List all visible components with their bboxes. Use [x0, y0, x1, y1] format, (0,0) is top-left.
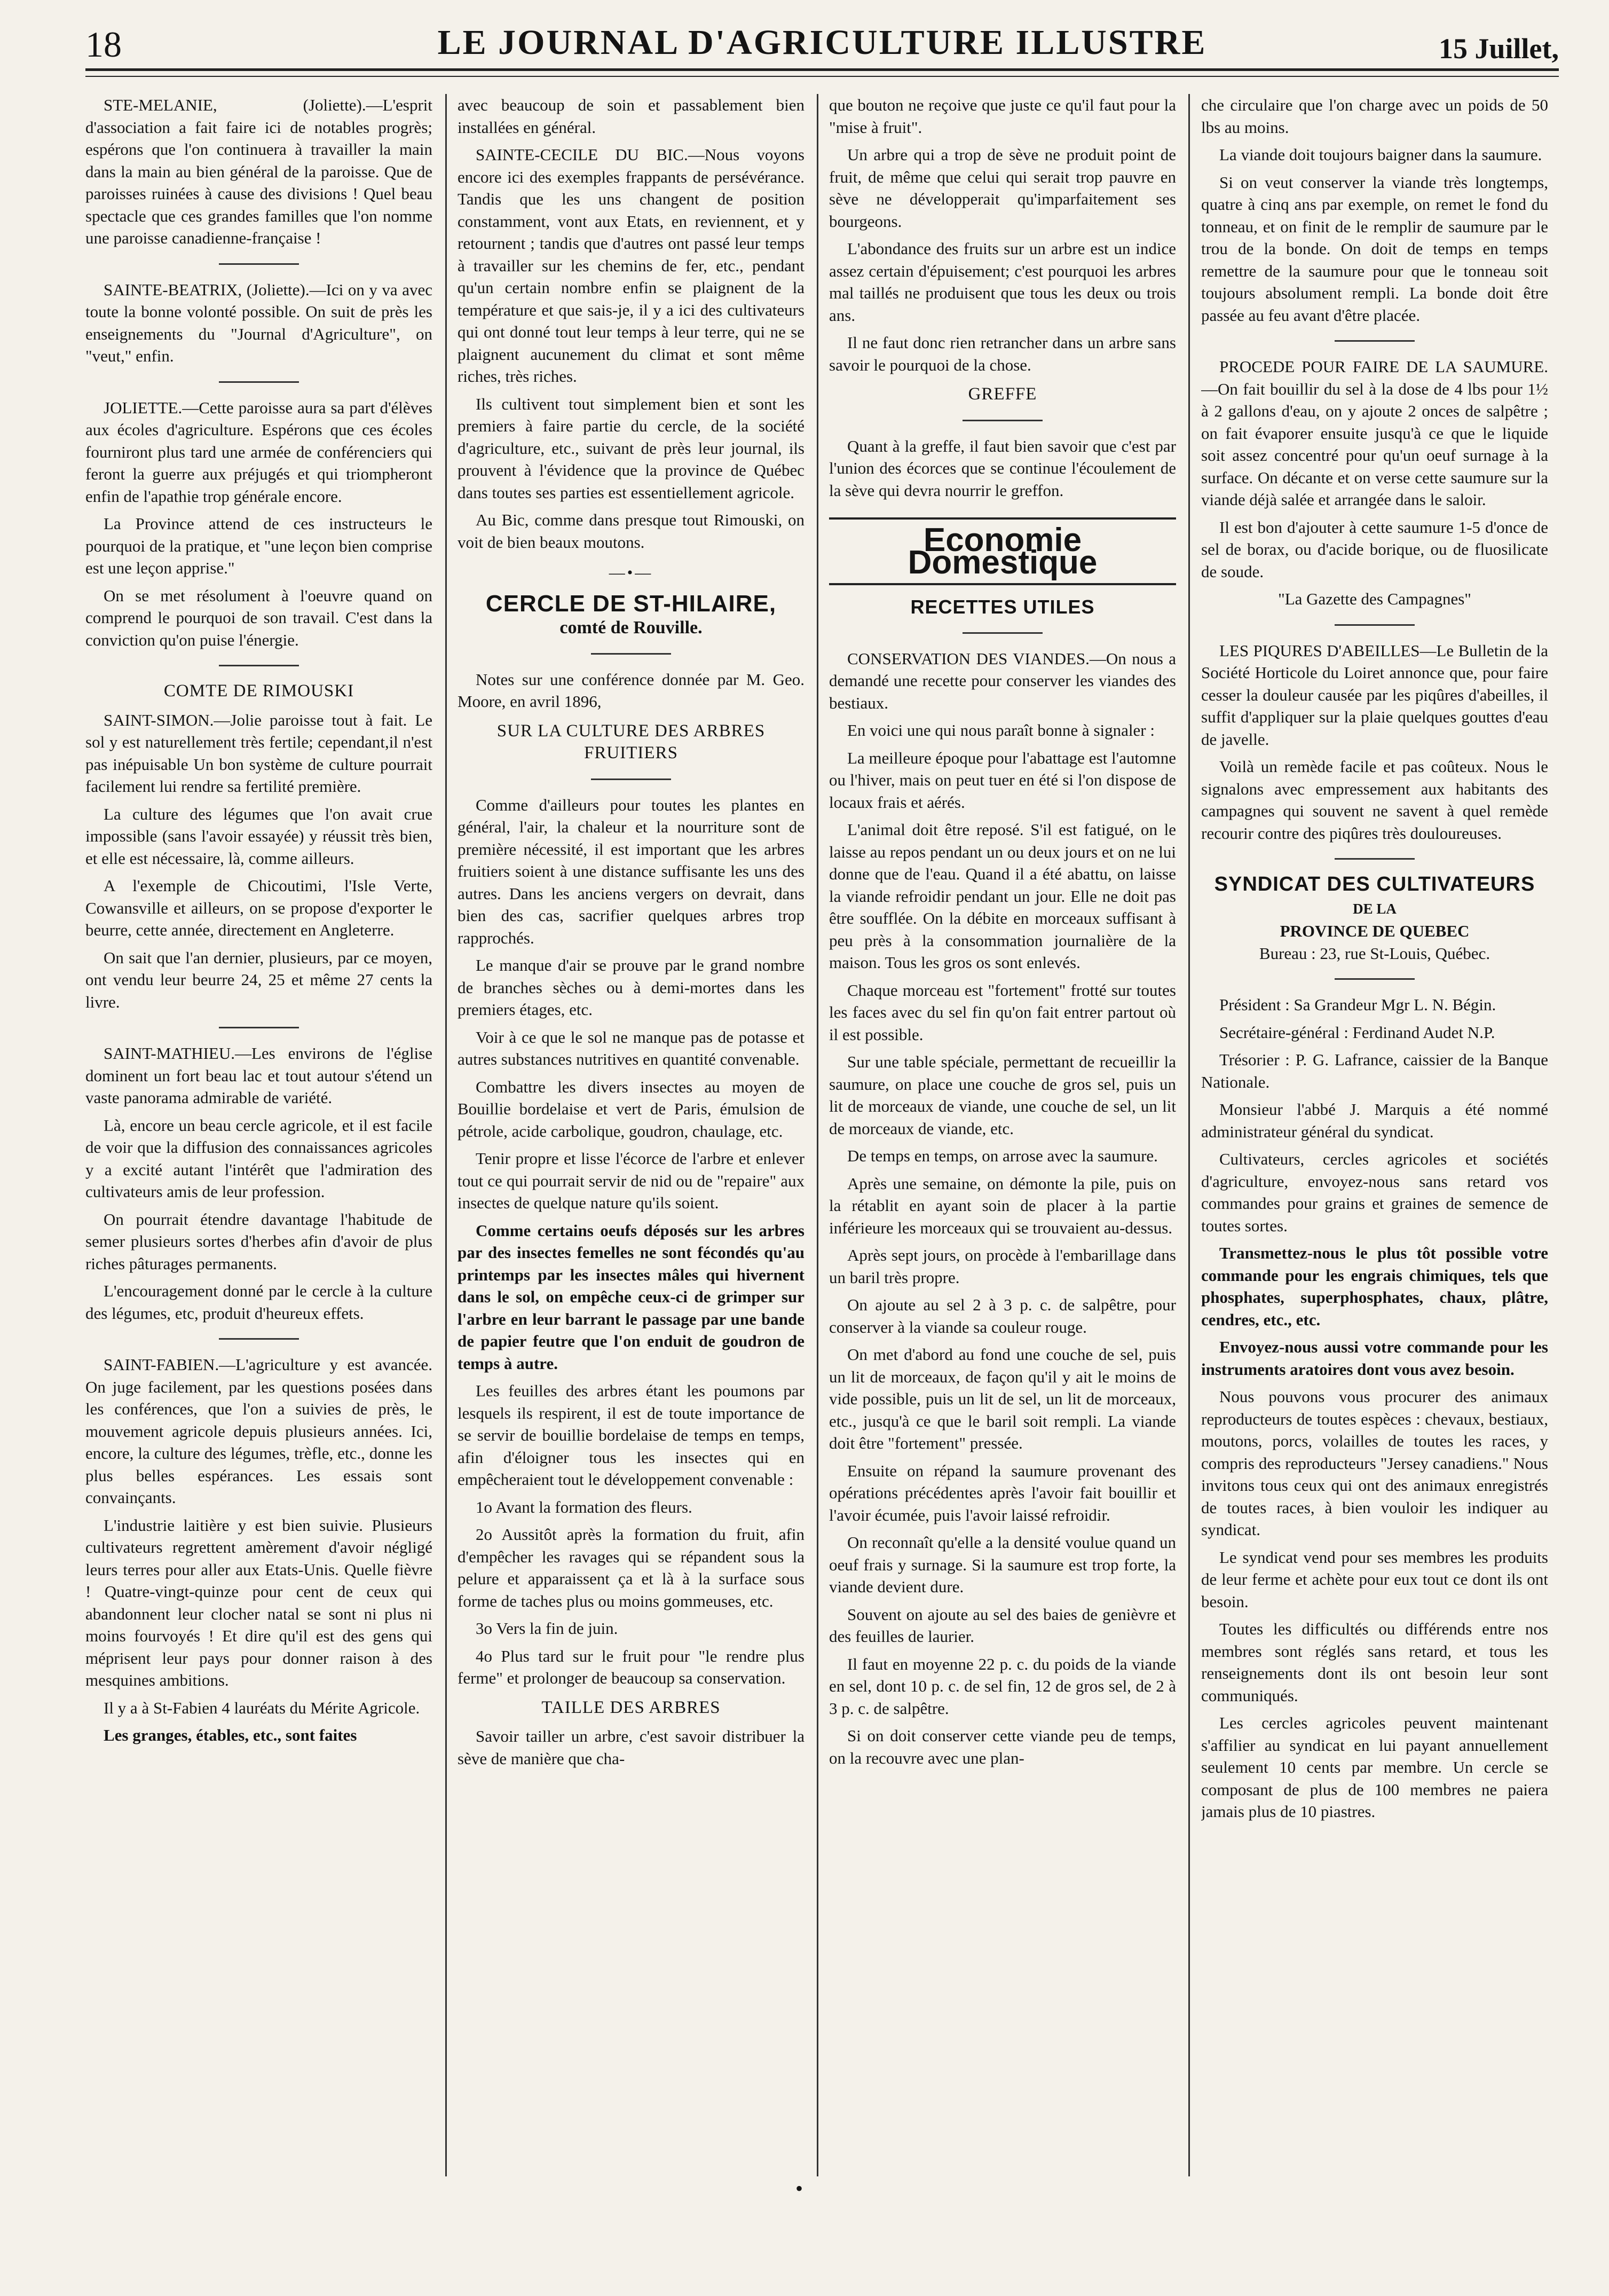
- paragraph: Comme certains oeufs déposés sur les arbres par des insectes femelles ne sont fécondés qu'au printemps par les insectes mâles qui hivernent dans le sol, on empêche ceux-ci de grimper sur l'arbre en leur barrant le passage par une bande de papier feutre que l'on enduit de goudron de temps à autre.: [458, 1221, 804, 1373]
- paragraph: Il y a à St-Fabien 4 lauréats du Mérite Agricole.: [104, 1698, 420, 1717]
- paragraph-tresorier: Trésorier : P. G. Lafrance, caissier de la Banque Nationale.: [1201, 1050, 1548, 1091]
- column-2: [458, 94, 804, 2176]
- list-item: 2o Aussitôt après la formation du fruit, afin d'empêcher les ravages qui se répandent sous la pelure et apparaissent ça et là à la surface sous forme de taches plus ou moins gommeuses, etc.: [458, 1525, 804, 1610]
- paragraph: Le syndicat vend pour ses membres les produits de leur ferme et achète pour eux tout ce dont ils ont besoin.: [1201, 1547, 1548, 1611]
- separator: [219, 381, 299, 383]
- paragraph: On reconnaît qu'elle a la densité voulue quand un oeuf frais y surnage. Si la saumure est trop forte, la viande devient dure.: [829, 1533, 1176, 1596]
- column-divider: [817, 94, 818, 2176]
- paragraph: Tenir propre et lisse l'écorce de l'arbre et enlever tout ce qui pourrait servir de nid ou de "repaire" aux insectes de quelque nature qu'ils soient.: [458, 1149, 804, 1212]
- masthead: [85, 19, 1559, 83]
- list-item: 3o Vers la fin de juin.: [476, 1619, 618, 1638]
- paragraph: On se met résolument à l'oeuvre quand on comprend le pourquoi de son travail. C'est dans la conviction qu'on puise l'énergie.: [85, 586, 432, 649]
- paragraph: L'abondance des fruits sur un arbre est un indice assez certain d'épuisement; c'est pourquoi les arbres mal taillés ne produisent que tous les deux ou trois ans.: [829, 239, 1176, 325]
- separator: [1335, 858, 1415, 860]
- heading-culture-arbres: SUR LA CULTURE DES ARBRES FRUITIERS: [496, 721, 766, 762]
- paragraph: Quant à la greffe, il faut bien savoir que c'est par l'union des écorces que se continue l'écoulement de la sève qui devra nourrir le greffon.: [829, 436, 1176, 500]
- heading-province-quebec: PROVINCE DE QUEBEC: [1280, 922, 1470, 940]
- paragraph: Il est bon d'ajouter à cette saumure 1-5 d'once de sel de borax, ou d'acide borique, ou de fluosilicate de soude.: [1201, 517, 1548, 581]
- paragraph: Là, encore un beau cercle agricole, et il est facile de voir que la diffusion des connaissances agricoles y a excité autant l'intérêt que l'admiration des cultivateurs amis de leur profession.: [85, 1115, 432, 1201]
- paragraph: Au Bic, comme dans presque tout Rimouski, on voit de bien beaux moutons.: [458, 510, 804, 552]
- paragraph: Chaque morceau est "fortement" frotté sur toutes les faces avec du sel fin qu'on fait entrer partout où il est possible.: [829, 980, 1176, 1044]
- paragraph-secretaire: Secrétaire-général : Ferdinand Audet N.P.: [1219, 1023, 1495, 1042]
- section-banner: [829, 517, 1176, 585]
- column-divider: [1188, 94, 1190, 2176]
- paragraph-saint-mathieu: SAINT-MATHIEU.—Les environs de l'église dominent un fort beau lac et tout autour s'étend un vaste panorama admirable de variété.: [85, 1044, 432, 1107]
- paragraph-ste-melanie: STE-MELANIE, (Joliette).—L'esprit d'association a fait faire ici de notables progrès; espérons que l'on continuera à travailler la main dans la main au bien général de la paroisse. Que de paroisses ruinées à cause des divisions ! Quel beau spectacle que ces grandes familles que l'on nomme une paroisse canadienne-française !: [85, 96, 432, 247]
- paragraph: On pourrait étendre davantage l'habitude de semer plusieurs sortes d'herbes afin d'avoir de plus riches pâturages permanents.: [85, 1209, 432, 1273]
- paragraph: que bouton ne reçoive que juste ce qu'il faut pour la "mise à fruit".: [829, 96, 1176, 137]
- paragraph: L'animal doit être reposé. S'il est fatigué, on le laisse au repos pendant un ou deux jours et on ne lui donne que de l'eau. Quand il a été abattu, on laisse la viande refroidir pendant un jour. Elle ne doit pas être soufflée. On la débite en morceaux suffisant à peu près à la consommation journalière de la maison. Tous les gros os sont enlevés.: [829, 820, 1176, 972]
- paragraph: Comme d'ailleurs pour toutes les plantes en général, l'air, la chaleur et la nourriture sont de première nécessité, il est important que les arbres fruitiers soient à une distance suffisante les uns des autres. Dans les anciens vergers on devrait, dans bien des cas, sacrifier quelques arbres trop rapprochés.: [458, 795, 804, 947]
- paragraph: Nous pouvons vous procurer des animaux reproducteurs de toutes espèces : chevaux, bestiaux, moutons, porcs, volailles de toutes les races, y compris des reproducteurs "Jersey canadiens." Nous invitons tous ceux qui ont des animaux enregistrés de toutes races, à bien vouloir les indiquer au syndicat.: [1201, 1387, 1548, 1539]
- column-1: [85, 94, 432, 2176]
- paragraph: Après sept jours, on procède à l'embarillage dans un baril très propre.: [829, 1246, 1176, 1287]
- separator: [219, 263, 299, 265]
- separator: [219, 1338, 299, 1340]
- source-credit: "La Gazette des Campagnes": [1278, 589, 1471, 608]
- heading-cercle-st-hilaire: CERCLE DE ST-HILAIRE,: [485, 590, 777, 617]
- paragraph-conservation: CONSERVATION DES VIANDES.—On nous a demandé une recette pour conserver les viandes des bestiaux.: [829, 649, 1176, 712]
- separator: [1335, 624, 1415, 626]
- separator: [963, 420, 1043, 421]
- paragraph: che circulaire que l'on charge avec un poids de 50 lbs au moins.: [1201, 96, 1548, 137]
- separator: [591, 779, 671, 780]
- paragraph-notes: Notes sur une conférence donnée par M. Geo. Moore, en avril 1896,: [458, 670, 804, 711]
- paragraph: Envoyez-nous aussi votre commande pour les instruments aratoires dont vous avez besoin.: [1201, 1338, 1548, 1379]
- paragraph: Un arbre qui a trop de sève ne produit point de fruit, de même que celui qui serait trop pauvre en sève ne développerait qu'imparfaitement ses bourgeons.: [829, 145, 1176, 231]
- paragraph-sainte-beatrix: SAINTE-BEATRIX, (Joliette).—Ici on y va avec toute la bonne volonté possible. On suit de près les enseignements du "Journal d'Agriculture", on "veut," enfin.: [85, 280, 432, 365]
- journal-title: LE JOURNAL D'AGRICULTURE ILLUSTRE: [437, 23, 1207, 62]
- paragraph: Les feuilles des arbres étant les poumons par lesquels ils respirent, il est de toute importance de se servir de bouillie bordelaise de temps en temps, afin d'éloigner tous les insectes qui en empêcheraient tout le développement convenable :: [458, 1381, 804, 1489]
- heading-de-la: DE LA: [1353, 900, 1397, 917]
- heading-taille-arbres: TAILLE DES ARBRES: [541, 1697, 721, 1717]
- paragraph: Les cercles agricoles peuvent maintenant s'affilier au syndicat en lui payant annuellement seulement 10 cents par membre. Un cercle se composant de plus de 100 membres ne paiera jamais plus de 10 piastres.: [1201, 1713, 1548, 1821]
- paragraph: Cultivateurs, cercles agricoles et sociétés d'agriculture, envoyez-nous sans retard vos commandes pour grains et graines de semence de toutes sortes.: [1201, 1150, 1548, 1235]
- separator: [963, 632, 1043, 634]
- page-mark: •: [795, 2176, 803, 2200]
- paragraph: Toutes les difficultés ou différends entre nos membres sont réglés sans retard, et tous les renseignements dont ils ont besoin leur sont communiqués.: [1201, 1619, 1548, 1705]
- paragraph: On ajoute au sel 2 à 3 p. c. de salpêtre, pour conserver à la viande sa couleur rouge.: [829, 1295, 1176, 1336]
- page-number: 18: [85, 24, 122, 65]
- paragraph: Savoir tailler un arbre, c'est savoir distribuer la sève de manière que cha-: [458, 1727, 804, 1768]
- heading-recettes-utiles: RECETTES UTILES: [910, 596, 1095, 618]
- paragraph: La Province attend de ces instructeurs le pourquoi de la pratique, et "une leçon bien comprise est une leçon apprise.": [85, 514, 432, 577]
- paragraph: L'industrie laitière y est bien suivie. Plusieurs cultivateurs regrettent amèrement d'avoir négligé leurs terres pour aller aux Etats-Unis. Quelle fièvre ! Quatre-vingt-quinze pour cent de ceux qui abandonnent leur clocher natal se sont ni plus ni moins fourvoyés ! Et dire qu'il est des gens qui méprisent leur pays pour donner raison à des mesquines ambitions.: [85, 1515, 432, 1689]
- separator: [219, 1027, 299, 1028]
- bureau-address: Bureau : 23, rue St-Louis, Québec.: [1259, 943, 1490, 963]
- paragraph: Si on doit conserver cette viande peu de temps, on la recouvre avec une plan-: [829, 1726, 1176, 1767]
- paragraph: Transmettez-nous le plus tôt possible votre commande pour les engrais chimiques, tels que phosphates, superphosphates, chaux, plâtre, cendres, etc., etc.: [1201, 1244, 1548, 1329]
- paragraph: Ils cultivent tout simplement bien et sont les premiers à faire partie du cercle, de la société d'agriculture, etc., suivant de près leur journal, ils prouvent à l'évidence que la province de Québec dans toutes ses parties est essentiellement agricole.: [458, 394, 804, 502]
- header-rule-thin: [85, 76, 1559, 77]
- column-divider: [445, 94, 447, 2176]
- paragraph-joliette: JOLIETTE.—Cette paroisse aura sa part d'élèves aux écoles d'agriculture. Espérons que ces écoles fourniront plus tard une armée de conférenciers qui feront la guerre aux préjugés et qui triompheront enfin de l'apathie trop générale encore.: [85, 398, 432, 506]
- paragraph: La meilleure époque pour l'abattage est l'automne ou l'hiver, mais on peut tuer en été si l'on dispose de locaux frais et aérés.: [829, 748, 1176, 812]
- paragraph: La viande doit toujours baigner dans la saumure.: [1219, 145, 1542, 164]
- paragraph: Il faut en moyenne 22 p. c. du poids de la viande en sel, dont 10 p. c. de sel fin, 12 de gros sel, de 2 à 3 p. c. de salpêtre.: [829, 1654, 1176, 1718]
- list-item: 4o Plus tard sur le fruit pour "le rendre plus ferme" et prolonger de beaucoup sa conservation.: [458, 1646, 804, 1687]
- paragraph: Voilà un remède facile et pas coûteux. Nous le signalons avec empressement aux habitants des campagnes qui souvent ne savent à quel remède recourir contre des piqûres très douloureuses.: [1201, 757, 1548, 843]
- issue-date: 15 Juillet,: [1439, 33, 1559, 65]
- separator: [1335, 340, 1415, 342]
- ornament-separator: —•—: [609, 564, 653, 581]
- paragraph-saint-simon: SAINT-SIMON.—Jolie paroisse tout à fait. Le sol y est naturellement très fertile; cependant,il n'est pas inépuisable Un bon système de culture pourrait facilement lui rendre sa fertilité première.: [85, 710, 432, 796]
- paragraph: Le manque d'air se prouve par le grand nombre de branches sèches ou à demi-mortes dans les premiers étages, etc.: [458, 956, 804, 1019]
- paragraph-president: Président : Sa Grandeur Mgr L. N. Bégin.: [1219, 995, 1496, 1014]
- paragraph: A l'exemple de Chicoutimi, l'Isle Verte, Cowansville et ailleurs, on se propose d'exporter le beurre, cette année, directement en Angleterre.: [85, 876, 432, 939]
- heading-greffe: GREFFE: [968, 384, 1037, 404]
- separator: [1335, 978, 1415, 980]
- subheading-rouville: comté de Rouville.: [559, 618, 703, 638]
- paragraph: L'encouragement donné par le cercle à la culture des légumes, etc, produit d'heureux effets.: [85, 1281, 432, 1323]
- heading-syndicat: SYNDICAT DES CULTIVATEURS: [1214, 873, 1535, 895]
- separator: [219, 665, 299, 666]
- paragraph: La culture des légumes que l'on avait crue impossible (sans l'avoir essayée) y réussit très bien, et elle est nécessaire, là, comme ailleurs.: [85, 804, 432, 868]
- list-item: 1o Avant la formation des fleurs.: [476, 1497, 692, 1516]
- paragraph: Souvent on ajoute au sel des baies de genièvre et des feuilles de laurier.: [829, 1605, 1176, 1646]
- column-3: [829, 94, 1176, 2176]
- paragraph: Combattre les divers insectes au moyen de Bouillie bordelaise et vert de Paris, émulsion de pétrole, acide carbolique, goudron, chaulage, etc.: [458, 1077, 804, 1141]
- paragraph-piqures-abeilles: LES PIQURES D'ABEILLES—Le Bulletin de la Société Horticole du Loiret annonce que, pour faire cesser la douleur causée par les piqûres d'abeilles, il suffit d'appliquer sur la plaie quelques gouttes d'eau de javelle.: [1201, 641, 1548, 749]
- section-heading-rimouski: COMTE DE RIMOUSKI: [163, 681, 354, 701]
- paragraph: Il ne faut donc rien retrancher dans un arbre sans savoir le pourquoi de la chose.: [829, 333, 1176, 374]
- paragraph-procede-saumure: PROCEDE POUR FAIRE DE LA SAUMURE.—On fait bouillir du sel à la dose de 4 lbs pour 1½ à 2 gallons d'eau, on y ajoute 2 onces de salpêtre ; on fait évaporer ensuite jusqu'à ce que le liquide soit assez concentré pour qu'un oeuf surnage à la surface. On décante et on verse cette saumure sur la viande déjà salée et arrangée dans le saloir.: [1201, 357, 1548, 509]
- paragraph: Voir à ce que le sol ne manque pas de potasse et autres substances nutritives en quantité convenable.: [458, 1027, 804, 1068]
- paragraph: Les granges, étables, etc., sont faites: [104, 1726, 357, 1744]
- paragraph: Ensuite on répand la saumure provenant des opérations précédentes après l'avoir fait bouillir et l'avoir écumée, puis l'avoir laissé refroidir.: [829, 1461, 1176, 1524]
- paragraph: On sait que l'an dernier, plusieurs, par ce moyen, ont vendu leur beurre 24, 25 et même 27 cents la livre.: [85, 948, 432, 1011]
- header-rule: [85, 68, 1559, 71]
- paragraph-sainte-cecile: SAINTE-CECILE DU BIC.—Nous voyons encore ici des exemples frappants de persévérance. Tandis que les uns changent de position constamment, vont aux Etats, en reviennent, et y retournent ; tandis que d'autres ont passé leur temps à travailler sur les chemins de fer, etc., pendant qu'un certain nombre enfin se plaignent de la température et que sais-je, il y a ici des cultivateurs qui ont donné tout leur temps à leur terre, qui ne se plaignent aucunement du climat et sont même riches, très riches.: [458, 145, 804, 386]
- paragraph-saint-fabien: SAINT-FABIEN.—L'agriculture y est avancée. On juge facilement, par les questions posées dans les conférences, que l'on a suivies de près, le mouvement agricole depuis plusieurs années. Ici, encore, la culture des légumes, trèfle, etc., donne les plus belles espérances. Les essais sont convainçants.: [85, 1355, 432, 1507]
- separator: [591, 653, 671, 655]
- column-4: [1201, 94, 1548, 2176]
- paragraph: avec beaucoup de soin et passablement bien installées en général.: [458, 96, 804, 137]
- paragraph: Monsieur l'abbé J. Marquis a été nommé administrateur général du syndicat.: [1201, 1100, 1548, 1141]
- paragraph: Après une semaine, on démonte la pile, puis on la rétablit en ayant soin de placer à la partie inférieure les morceaux qui se trouvaient au-dessus.: [829, 1174, 1176, 1237]
- paragraph: De temps en temps, on arrose avec la saumure.: [847, 1146, 1158, 1165]
- paragraph: En voici une qui nous paraît bonne à signaler :: [847, 721, 1155, 740]
- section-title-economie-domestique: Economie Domestique: [908, 522, 1098, 581]
- paragraph: On met d'abord au fond une couche de sel, puis un lit de morceaux, de façon qu'il y ait le moins de vide possible, puis un lit de sel, un lit de morceaux, etc., jusqu'à ce que le baril soit rempli. La viande doit être "fortement" pressée.: [829, 1345, 1176, 1452]
- paragraph: Si on veut conserver la viande très longtemps, quatre à cinq ans par exemple, on remet le fond du tonneau, et on finit de le remplir de saumure par le trou de la bonde. On doit de temps en temps remettre de la saumure pour que le tonneau soit toujours absolument rempli. La bonde doit être passée au feu avant d'être placée.: [1201, 172, 1548, 325]
- paragraph: Sur une table spéciale, permettant de recueillir la saumure, on place une couche de gros sel, puis un lit de morceaux de viande, une couche de sel, un lit de morceaux de viande, etc.: [829, 1052, 1176, 1138]
